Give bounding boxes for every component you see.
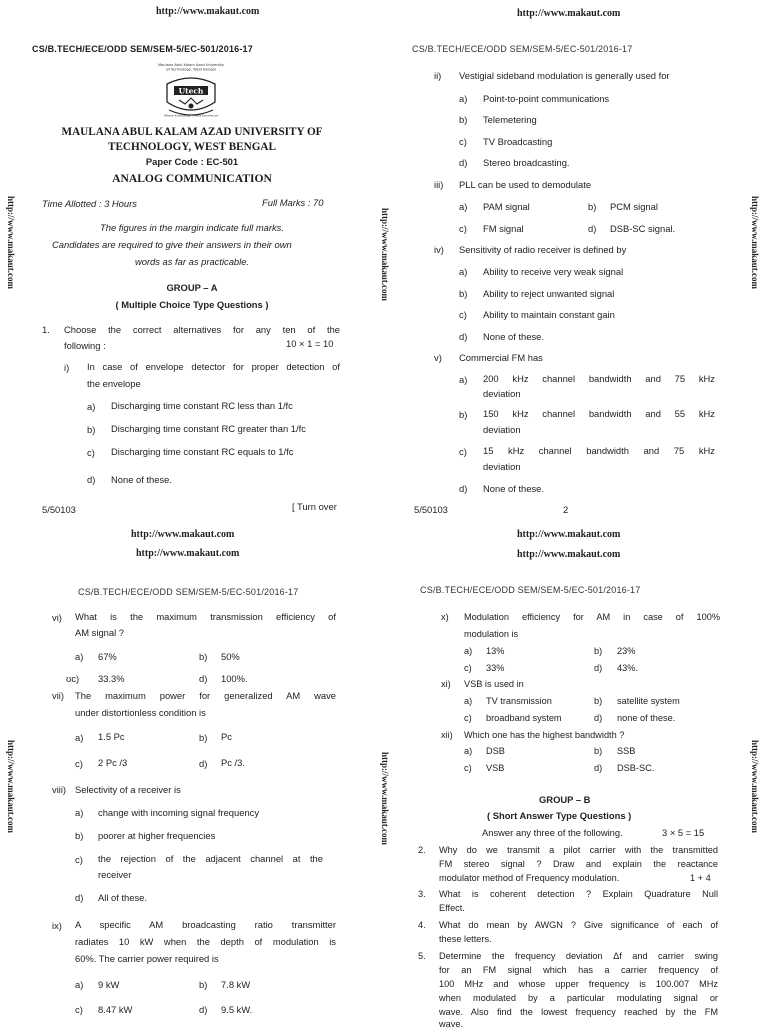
- question-4-text-2: these letters.: [439, 934, 492, 944]
- page-footer-code: 5/50103: [414, 504, 448, 515]
- question-vi-number: vi): [52, 612, 62, 623]
- time-allotted: Time Allotted : 3 Hours: [42, 198, 137, 209]
- question-ix-option-d[interactable]: 9.5 kW.: [221, 1004, 253, 1015]
- option-label: d): [87, 474, 96, 485]
- question-xii-text: Which one has the highest bandwidth ?: [464, 730, 625, 740]
- option-label: d): [594, 713, 603, 723]
- option-label: a): [75, 979, 84, 990]
- option-label: c): [75, 854, 83, 865]
- university-name-line1: MAULANA ABUL KALAM AZAD UNIVERSITY OF: [61, 126, 323, 138]
- question-xi-option-a[interactable]: TV transmission: [486, 696, 552, 706]
- option-label: a): [464, 696, 473, 706]
- option-label: c): [459, 446, 467, 457]
- question-xii-option-a[interactable]: DSB: [486, 746, 505, 756]
- option-label: c): [459, 223, 467, 234]
- instruction-3: words as far as practicable.: [134, 256, 250, 267]
- question-5-text-5: wave. Also find the lowest frequency reached by the FM: [439, 1007, 718, 1017]
- question-ii-option-c[interactable]: TV Broadcasting: [483, 136, 553, 147]
- side-url-right[interactable]: http://www.makaut.com: [750, 196, 760, 290]
- option-label: b): [594, 696, 603, 706]
- question-vii-option-d[interactable]: Pc /3.: [221, 757, 245, 768]
- question-i-text-2: the envelope: [87, 378, 141, 389]
- option-label: a): [75, 732, 84, 743]
- question-ii-option-d[interactable]: Stereo broadcasting.: [483, 157, 570, 168]
- question-vii-number: vii): [52, 690, 64, 701]
- option-label: a): [75, 651, 84, 662]
- logo-motto: Where Knowledge Meets Excellence: [163, 113, 219, 118]
- option-label: d): [199, 1004, 208, 1015]
- option-label: b): [75, 830, 84, 841]
- paper-header: CS/B.TECH/ECE/ODD SEM/SEM-5/EC-501/2016-17: [412, 44, 633, 54]
- site-url[interactable]: http://www.makaut.com: [517, 529, 621, 540]
- instruction-2: Candidates are required to give their answers in their own: [52, 239, 292, 250]
- question-x-number: x): [441, 612, 449, 622]
- question-ix-text: A specific AM broadcasting ratio transmitter: [75, 919, 336, 930]
- question-iii-option-c[interactable]: FM signal: [483, 223, 524, 234]
- page-number: 2: [563, 504, 569, 515]
- logo-graphic: [155, 58, 227, 120]
- question-i-option-b[interactable]: Discharging time constant RC greater than 1/fc: [111, 423, 306, 434]
- logo-small-text-2: of Technology, West Bengal: [166, 67, 216, 72]
- question-v-option-b-2[interactable]: deviation: [483, 424, 521, 435]
- question-xii-option-d[interactable]: DSB-SC.: [617, 763, 655, 773]
- question-5-text-3: 100 MHz and whose upper frequency is 100.007 MHz: [439, 979, 718, 989]
- option-label: c): [75, 1004, 83, 1015]
- question-3-text-2: Effect.: [439, 903, 465, 913]
- option-label: b): [459, 288, 468, 299]
- question-vi-text: What is the maximum transmission efficiency of: [75, 611, 336, 622]
- paper-header: CS/B.TECH/ECE/ODD SEM/SEM-5/EC-501/2016-17: [78, 587, 299, 597]
- question-viii-option-d[interactable]: All of these.: [98, 892, 147, 903]
- question-iv-option-d[interactable]: None of these.: [483, 331, 544, 342]
- option-label: b): [594, 646, 603, 656]
- option-label: a): [464, 646, 473, 656]
- question-vi-option-b[interactable]: 50%: [221, 651, 240, 662]
- instruction-1: The figures in the margin indicate full marks.: [100, 222, 284, 233]
- question-ix-text-2: radiates 10 kW when the depth of modulation is: [75, 936, 336, 947]
- option-label: b): [199, 979, 208, 990]
- question-xi-option-b[interactable]: satellite system: [617, 696, 680, 706]
- question-i-number: i): [64, 362, 70, 373]
- subject-title: ANALOG COMMUNICATION: [112, 172, 272, 185]
- question-ii-option-b[interactable]: Telemetering: [483, 114, 537, 125]
- question-viii-option-c-2[interactable]: receiver: [98, 869, 132, 880]
- question-v-option-c[interactable]: 15 kHz channel bandwidth and 75 kHz: [483, 445, 715, 456]
- question-v-option-a[interactable]: 200 kHz channel bandwidth and 75 kHz: [483, 373, 715, 384]
- side-url-mid[interactable]: http://www.makaut.com: [380, 208, 390, 302]
- question-x-option-a[interactable]: 13%: [486, 646, 505, 656]
- site-url[interactable]: http://www.makaut.com: [517, 8, 621, 19]
- question-ii-text: Vestigial sideband modulation is generally used for: [459, 70, 670, 81]
- option-label: c): [464, 763, 472, 773]
- question-1-text: Choose the correct alternatives for any ten of the: [64, 324, 340, 335]
- option-label: c): [459, 136, 467, 147]
- site-url[interactable]: http://www.makaut.com: [131, 529, 235, 540]
- group-b-heading: GROUP – B: [539, 794, 591, 805]
- question-1-text-2: following :: [64, 340, 106, 351]
- question-vii-option-b[interactable]: Pc: [221, 731, 232, 742]
- page-footer-code: 5/50103: [42, 504, 76, 515]
- question-i-option-d[interactable]: None of these.: [111, 474, 172, 485]
- question-xii-option-c[interactable]: VSB: [486, 763, 505, 773]
- option-label: d): [594, 763, 603, 773]
- question-xii-number: xii): [441, 730, 453, 740]
- question-1-number: 1.: [42, 324, 50, 335]
- question-ix-number: ix): [52, 920, 62, 931]
- option-label: d): [75, 892, 84, 903]
- option-label: b): [199, 732, 208, 743]
- option-label: d): [459, 331, 468, 342]
- side-url-right[interactable]: http://www.makaut.com: [750, 740, 760, 834]
- question-ii-number: ii): [434, 70, 442, 81]
- paper-code: Paper Code : EC-501: [145, 156, 239, 167]
- question-3-number: 3.: [418, 889, 426, 899]
- question-ix-option-a[interactable]: 9 kW: [98, 979, 120, 990]
- question-viii-option-a[interactable]: change with incoming signal frequency: [98, 807, 260, 818]
- question-viii-option-c[interactable]: the rejection of the adjacent channel at the: [98, 853, 323, 864]
- side-url-mid[interactable]: http://www.makaut.com: [380, 752, 390, 846]
- full-marks: Full Marks : 70: [262, 197, 324, 208]
- question-ix-option-b[interactable]: 7.8 kW: [221, 979, 251, 990]
- option-label: b): [594, 746, 603, 756]
- option-label: c): [464, 663, 472, 673]
- group-a-subheading: ( Multiple Choice Type Questions ): [115, 299, 269, 310]
- question-x-text: Modulation efficiency for AM in case of 100%: [464, 612, 720, 622]
- question-x-option-d[interactable]: 43%.: [617, 663, 638, 673]
- question-v-text: Commercial FM has: [459, 352, 543, 363]
- question-i-option-a[interactable]: Discharging time constant RC less than 1/fc: [111, 400, 293, 411]
- question-2-marks: 1 + 4: [690, 873, 711, 883]
- group-b-marks: 3 × 5 = 15: [662, 827, 705, 838]
- option-label: a): [459, 201, 468, 212]
- question-5-number: 5.: [418, 951, 426, 961]
- option-label: a): [75, 807, 84, 818]
- question-iv-option-a[interactable]: Ability to receive very weak signal: [483, 266, 624, 277]
- logo-text: Utech: [178, 86, 204, 96]
- question-iii-option-b[interactable]: PCM signal: [610, 201, 658, 212]
- option-label: a): [459, 266, 468, 277]
- question-1-marks: 10 × 1 = 10: [286, 338, 334, 349]
- option-label: b): [588, 201, 597, 212]
- question-vi-text-2: AM signal ?: [75, 627, 124, 638]
- question-v-option-a-2[interactable]: deviation: [483, 388, 521, 399]
- option-label: c): [459, 309, 467, 320]
- question-2-number: 2.: [418, 845, 426, 855]
- question-iii-text: PLL can be used to demodulate: [459, 179, 592, 190]
- question-vii-text-2: under distortionless condition is: [75, 707, 206, 718]
- question-5-text-4: when modulated by a particular modulating signal or: [439, 993, 718, 1003]
- question-2-text-3: modulator method of Frequency modulation.: [439, 873, 620, 883]
- group-b-subheading: ( Short Answer Type Questions ): [487, 810, 632, 821]
- question-4-text: What do mean by AWGN ? Give significance of each of: [439, 920, 718, 930]
- question-3-text: What is coherent detection ? Explain Quadrature Null: [439, 889, 718, 899]
- question-2-text: Why do we transmit a pilot carrier with the transmitted: [439, 845, 718, 855]
- question-viii-option-b[interactable]: poorer at higher frequencies: [98, 830, 216, 841]
- option-label: b): [459, 409, 468, 420]
- option-label: d): [588, 223, 597, 234]
- question-viii-number: viii): [52, 784, 67, 795]
- option-label: b): [87, 424, 96, 435]
- question-x-text-2: modulation is: [464, 629, 519, 639]
- question-vii-option-a[interactable]: 1.5 Pc: [98, 731, 125, 742]
- option-label: c): [75, 758, 83, 769]
- question-vii-option-c[interactable]: 2 Pc /3: [98, 757, 128, 768]
- logo-small-text-1: Maulana Abul Kalam Azad University: [158, 63, 224, 67]
- question-xi-text: VSB is used in: [464, 679, 524, 689]
- question-iv-option-c[interactable]: Ability to maintain constant gain: [483, 309, 615, 320]
- question-4-number: 4.: [418, 920, 426, 930]
- option-label: ʊc): [66, 673, 80, 684]
- question-iii-number: iii): [434, 179, 444, 190]
- option-label: b): [459, 114, 468, 125]
- university-name-line2: TECHNOLOGY, WEST BENGAL: [108, 141, 276, 153]
- group-a-heading: GROUP – A: [166, 282, 218, 293]
- question-viii-text: Selectivity of a receiver is: [75, 784, 181, 795]
- turn-over: [ Turn over: [292, 501, 337, 512]
- option-label: d): [459, 157, 468, 168]
- option-label: a): [459, 374, 468, 385]
- side-url-left[interactable]: http://www.makaut.com: [6, 196, 16, 290]
- option-label: c): [464, 713, 472, 723]
- question-iv-option-b[interactable]: Ability to reject unwanted signal: [483, 288, 615, 299]
- question-v-option-c-2[interactable]: deviation: [483, 461, 521, 472]
- question-vii-text: The maximum power for generalized AM wave: [75, 690, 336, 701]
- question-v-number: v): [434, 352, 442, 363]
- option-label: b): [199, 651, 208, 662]
- side-url-left[interactable]: http://www.makaut.com: [6, 740, 16, 834]
- site-url[interactable]: http://www.makaut.com: [156, 6, 260, 17]
- question-x-option-c[interactable]: 33%: [486, 663, 505, 673]
- question-xi-option-c[interactable]: broadband system: [486, 713, 562, 723]
- question-vi-option-a[interactable]: 67%: [98, 651, 117, 662]
- option-label: a): [459, 93, 468, 104]
- university-logo: [155, 58, 227, 120]
- question-5-text-2: for an FM signal which has a carrier frequency of: [439, 965, 718, 975]
- question-iii-option-a[interactable]: PAM signal: [483, 201, 530, 212]
- option-label: d): [199, 758, 208, 769]
- option-label: d): [594, 663, 603, 673]
- site-url[interactable]: http://www.makaut.com: [136, 548, 240, 559]
- question-x-option-b[interactable]: 23%: [617, 646, 636, 656]
- option-label: a): [464, 746, 473, 756]
- question-5-text-6: wave.: [439, 1019, 464, 1029]
- question-ix-option-c[interactable]: 8.47 kW: [98, 1004, 133, 1015]
- paper-header: CS/B.TECH/ECE/ODD SEM/SEM-5/EC-501/2016-17: [420, 585, 641, 595]
- question-v-option-b[interactable]: 150 kHz channel bandwidth and 55 kHz: [483, 408, 715, 419]
- option-label: c): [87, 447, 95, 458]
- question-vi-option-c[interactable]: 33.3%: [98, 673, 125, 684]
- question-v-option-d[interactable]: None of these.: [483, 483, 544, 494]
- question-ix-text-3: 60%. The carrier power required is: [75, 953, 219, 964]
- option-label: a): [87, 401, 96, 412]
- question-iv-text: Sensitivity of radio receiver is defined by: [459, 244, 627, 255]
- option-label: d): [199, 673, 208, 684]
- question-iii-option-d[interactable]: DSB-SC signal.: [610, 223, 676, 234]
- question-i-text: In case of envelope detector for proper detection of: [87, 361, 340, 372]
- question-xi-option-d[interactable]: none of these.: [617, 713, 676, 723]
- question-vi-option-d[interactable]: 100%.: [221, 673, 248, 684]
- paper-header: CS/B.TECH/ECE/ODD SEM/SEM-5/EC-501/2016-17: [32, 44, 253, 54]
- option-label: d): [459, 483, 468, 494]
- question-ii-option-a[interactable]: Point-to-point communications: [483, 93, 610, 104]
- question-xi-number: xi): [441, 679, 451, 689]
- question-5-text: Determine the frequency deviation Δf and carrier swing: [439, 951, 718, 961]
- answer-any-instruction: Answer any three of the following.: [482, 827, 623, 838]
- question-i-option-c[interactable]: Discharging time constant RC equals to 1/fc: [111, 446, 294, 457]
- question-2-text-2: FM stereo signal ? Draw and explain the reactance: [439, 859, 718, 869]
- question-xii-option-b[interactable]: SSB: [617, 746, 636, 756]
- question-iv-number: iv): [434, 244, 444, 255]
- site-url[interactable]: http://www.makaut.com: [517, 549, 621, 560]
